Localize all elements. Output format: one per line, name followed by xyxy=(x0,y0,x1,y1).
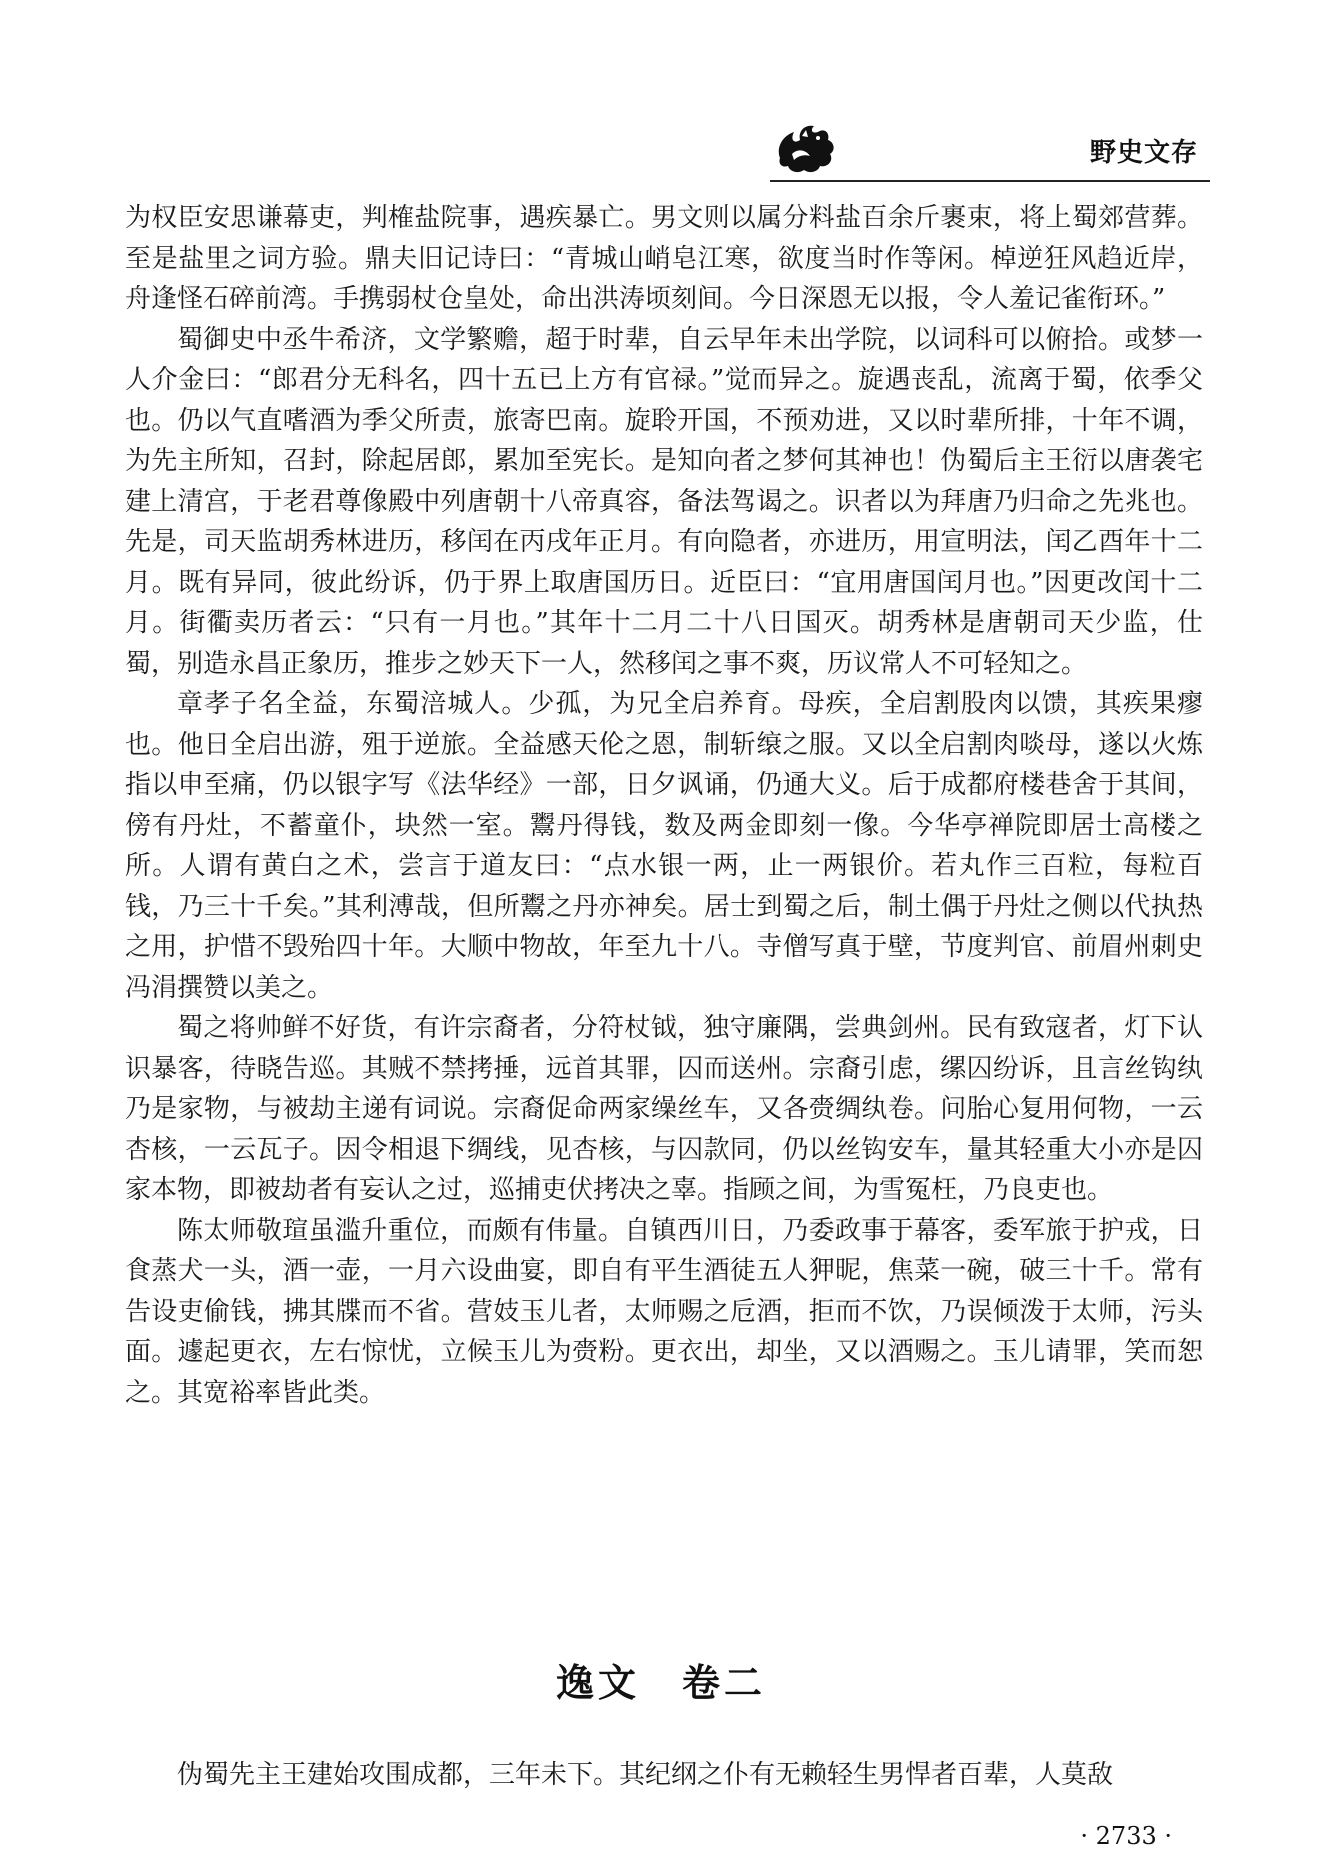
paragraph: 蜀御史中丞牛希济，文学繁赡，超于时辈，自云早年未出学院，以词科可以俯拾。或梦一人介金曰：“郎君分无科名，四十五已上方有官禄。”觉而异之。旋遇丧乱，流离于蜀，依季父也。仍以气直嗜酒为季父所责，旅寄巴南。旋聆开国，不预劝进，又以时辈所排，十年不调，为先主所知，召封，除起居郎，累加至宪长。是知向者之梦何其神也！伪蜀后主王衍以唐袭宅建上清宫，于老君尊像殿中列唐朝十八帝真容，备法驾谒之。识者以为拜唐乃归命之先兆也。先是，司天监胡秀林进历，移闰在丙戌年正月。有向隐者，亦进历，用宣明法，闰乙酉年十二月。既有异同，彼此纷诉，仍于界上取唐国历日。近臣曰：“宜用唐国闰月也。”因更改闰十二月。街衢卖历者云：“只有一月也。”其年十二月二十八日国灭。胡秀林是唐朝司天少监，仕蜀，别造永昌正象历，推步之妙天下一人，然移闰之事不爽，历议常人不可轻知之。 xyxy=(125,324,1203,679)
paragraph: 陈太师敬瑄虽滥升重位，而颇有伟量。自镇西川日，乃委政事于幕客，委军旅于护戎，日食蒸犬一头，酒一壶，一月六设曲宴，即自有平生酒徒五人狎昵，焦菜一碗，破三十千。常有告设吏偷钱，拂其牒而不省。营妓玉儿者，太师赐之卮酒，拒而不饮，乃误倾泼于太师，污头面。遽起更衣，左右惊忧，立候玉儿为赍粉。更衣出，却坐，又以酒赐之。玉儿请罪，笑而恕之。其宽裕率皆此类。 xyxy=(125,1215,1203,1408)
running-header xyxy=(770,118,1210,188)
section-text xyxy=(125,1755,1203,1796)
header-divider xyxy=(770,180,1210,182)
page-number: · 2733 · xyxy=(1080,1822,1172,1850)
header-title: 野史文存 xyxy=(1089,138,1198,168)
paragraph: 伪蜀先主王建始攻围成都，三年未下。其纪纲之仆有无赖轻生男悍者百辈，人莫敌 xyxy=(177,1760,1114,1790)
paragraph: 蜀之将帅鲜不好货，有许宗裔者，分符杖钺，独守廉隅，尝典剑州。民有致寇者，灯下认识暴客，待晓告巡。其贼不禁拷捶，远首其罪，囚而送州。宗裔引虑，缧囚纷诉，且言丝钩纨乃是家物，与被劫主递有词说。宗裔促命两家缲丝车，又各赍绸纨卷。问胎心复用何物，一云杏核，一云瓦子。因令相退下绸线，见杏核，与囚款同，仍以丝钩安车，量其轻重大小亦是囚家本物，即被劫者有妄认之过，巡捕吏伏拷决之辜。指顾之间，为雪冤枉，乃良吏也。 xyxy=(125,1013,1203,1205)
section-heading: 逸文 卷二 xyxy=(555,1661,766,1705)
main-text xyxy=(125,198,1203,1413)
paragraph: 章孝子名全益，东蜀涪城人。少孤，为兄全启养育。母疾，全启割股肉以馈，其疾果瘳也。他日全启出游，殂于逆旅。全益感天伦之恩，制斩缞之服。又以全启割肉啖母，遂以火炼指以申至痛，仍以银字写《法华经》一部，日夕讽诵，仍通大义。后于成都府楼巷舍于其间，傍有丹灶，不蓄童仆，块然一室。鬻丹得钱，数及两金即刻一像。今华亭禅院即居士高楼之所。人谓有黄白之术，尝言于道友曰：“点水银一两，止一两银价。若丸作三百粒，每粒百钱，乃三十千矣。”其利溥哉，但所鬻之丹亦神矣。居士到蜀之后，制土偶于丹灶之侧以代执热之用，护惜不毁殆四十年。大顺中物故，年至九十八。寺僧写真于壁，节度判官、前眉州刺史冯涓撰赞以美之。 xyxy=(125,689,1203,1003)
dragon-emblem-icon xyxy=(772,118,840,178)
paragraph: 为权臣安思谦幕吏，判榷盐院事，遇疾暴亡。男文则以属分料盐百余斤裹束，将上蜀郊营葬。至是盐里之词方验。鼎夫旧记诗曰：“青城山峭皂江寒，欲度当时作等闲。棹逆狂风趋近岸，舟逢怪石碎前湾。手携弱杖仓皇处，命出洪涛顷刻间。今日深恩无以报，令人羞记雀衔环。” xyxy=(125,203,1203,314)
